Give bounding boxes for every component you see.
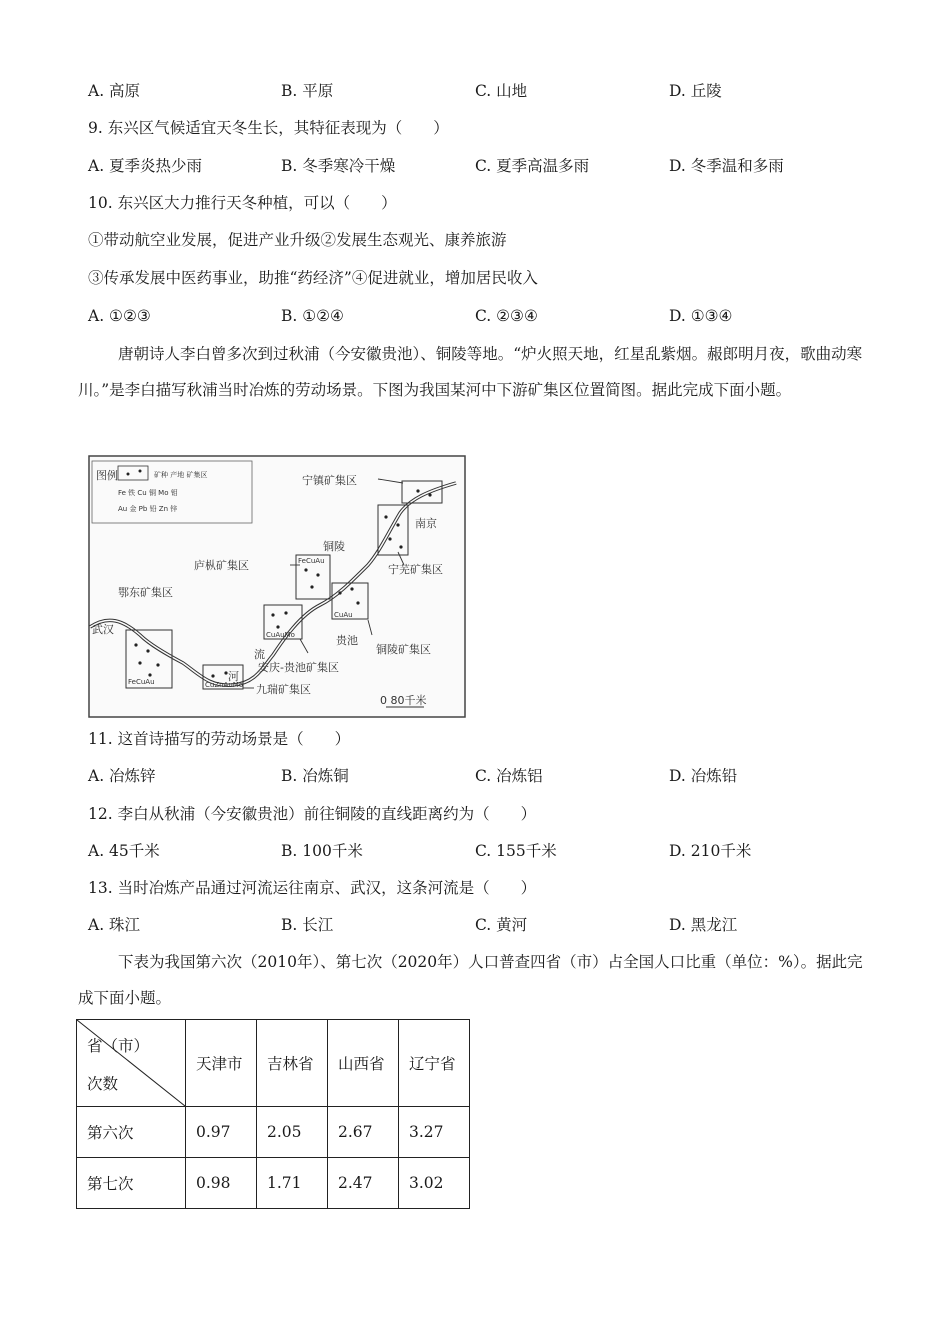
q12-option-a[interactable]: A. 45千米 (88, 842, 160, 860)
table-row (77, 1107, 470, 1158)
q9-option-c[interactable]: C. 夏季高温多雨 (475, 157, 590, 175)
table-header: 辽宁省 (399, 1020, 470, 1107)
q9-option-a[interactable]: A. 夏季炎热少雨 (88, 157, 203, 175)
passage-census: 下表为我国第六次（2010年）、第七次（2020年）人口普查四省（市）占全国人口比重（单位：%）。据此完成下面小题。 (78, 953, 863, 1007)
q12-option-b[interactable]: B. 100千米 (281, 842, 363, 860)
q12-option-c[interactable]: C. 155千米 (475, 842, 557, 860)
table-corner-cell (77, 1020, 186, 1107)
q13-option-b[interactable]: B. 长江 (281, 916, 334, 934)
table-cell: 3.27 (399, 1107, 470, 1158)
q8-option-b[interactable]: B. 平原 (281, 82, 334, 100)
legend-header: 矿种 产地 矿集区 (154, 471, 208, 479)
label-anqing: 安庆-贵池矿集区 (258, 661, 339, 674)
q9-stem: 9. 东兴区气候适宜天冬生长，其特征表现为（ ） (88, 119, 449, 137)
label-tongling-city: 铜陵 (323, 540, 345, 553)
label-scale: 0 80千米 (380, 694, 427, 707)
corner-bottom-label: 次数 (87, 1075, 119, 1093)
table-cell: 2.05 (257, 1107, 328, 1158)
q8-option-a[interactable]: A. 高原 (88, 82, 141, 100)
table-row-label: 第七次 (77, 1158, 186, 1209)
table-header: 天津市 (186, 1020, 257, 1107)
table-header: 山西省 (328, 1020, 399, 1107)
q8-option-d[interactable]: D. 丘陵 (669, 82, 722, 100)
q11-option-c[interactable]: C. 冶炼铝 (475, 767, 543, 785)
table-cell: 2.47 (328, 1158, 399, 1209)
q10-option-c[interactable]: C. ②③④ (475, 307, 538, 325)
q13-option-a[interactable]: A. 珠江 (88, 916, 141, 934)
legend-title: 图例 (96, 469, 118, 482)
q10-option-b[interactable]: B. ①②④ (281, 307, 344, 325)
label-river-2: 流 (254, 648, 265, 661)
label-river-1: 河 (228, 670, 239, 683)
mining-map (88, 455, 466, 718)
label-jiurui: 九瑞矿集区 (256, 683, 311, 696)
table-cell: 0.97 (186, 1107, 257, 1158)
edong-ore-types: FeCuAu (128, 678, 155, 686)
q13-stem: 13. 当时冶炼产品通过河流运往南京、武汉，这条河流是（ ） (88, 879, 537, 897)
table-cell: 2.67 (328, 1107, 399, 1158)
q11-option-a[interactable]: A. 冶炼锌 (88, 767, 156, 785)
table-row-label: 第六次 (77, 1107, 186, 1158)
q10-statement-2: ③传承发展中医药事业，助推“药经济”④促进就业，增加居民收入 (88, 269, 538, 287)
q12-stem: 12. 李白从秋浦（今安徽贵池）前往铜陵的直线距离约为（ ） (88, 805, 537, 823)
label-ningwu: 宁芜矿集区 (388, 563, 443, 576)
label-wuhan: 武汉 (92, 623, 114, 636)
anqing-ore-types: CuAuMo (266, 631, 295, 639)
label-nanjing: 南京 (415, 517, 437, 530)
q11-stem: 11. 这首诗描写的劳动场景是（ ） (88, 730, 351, 748)
q9-option-d[interactable]: D. 冬季温和多雨 (669, 157, 784, 175)
legend-row1: Fe 铁 Cu 铜 Mo 钼 (118, 489, 178, 497)
table-cell: 3.02 (399, 1158, 470, 1209)
luzong-ore-types: FeCuAu (298, 557, 325, 565)
table-header-row (77, 1020, 470, 1107)
q13-option-d[interactable]: D. 黑龙江 (669, 916, 738, 934)
q12-option-d[interactable]: D. 210千米 (669, 842, 752, 860)
q10-statement-1: ①带动航空业发展，促进产业升级②发展生态观光、康养旅游 (88, 231, 507, 249)
table-header: 吉林省 (257, 1020, 328, 1107)
tongling-ore-types: CuAu (334, 611, 353, 619)
label-edong: 鄂东矿集区 (118, 586, 173, 599)
q10-stem: 10. 东兴区大力推行天冬种植，可以（ ） (88, 194, 397, 212)
legend-row2: Au 金 Pb 铅 Zn 锌 (118, 505, 178, 513)
q8-option-c[interactable]: C. 山地 (475, 82, 528, 100)
label-tongling: 铜陵矿集区 (376, 643, 431, 656)
census-table (76, 1019, 470, 1209)
q11-option-b[interactable]: B. 冶炼铜 (281, 767, 349, 785)
corner-top-label: 省（市） (87, 1037, 150, 1055)
label-luzong: 庐枞矿集区 (194, 559, 249, 572)
table-row (77, 1158, 470, 1209)
passage-libai: 唐朝诗人李白曾多次到过秋浦（今安徽贵池）、铜陵等地。“炉火照天地，红星乱紫烟。赧郎明月夜，歌曲动寒川。”是李白描写秋浦当时冶炼的劳动场景。下图为我国某河中下游矿集区位置简图。据此完成下面小题。 (78, 345, 863, 399)
q11-option-d[interactable]: D. 冶炼铅 (669, 767, 738, 785)
q9-option-b[interactable]: B. 冬季寒冷干燥 (281, 157, 396, 175)
q10-option-a[interactable]: A. ①②③ (88, 307, 151, 325)
label-guichi: 贵池 (336, 634, 358, 647)
q13-option-c[interactable]: C. 黄河 (475, 916, 528, 934)
table-cell: 0.98 (186, 1158, 257, 1209)
q10-option-d[interactable]: D. ①③④ (669, 307, 733, 325)
mining-map-figure (88, 455, 466, 718)
table-cell: 1.71 (257, 1158, 328, 1209)
jiurui-ore-types: CuZnAuMo (205, 681, 244, 689)
label-ningzhen: 宁镇矿集区 (302, 474, 357, 487)
